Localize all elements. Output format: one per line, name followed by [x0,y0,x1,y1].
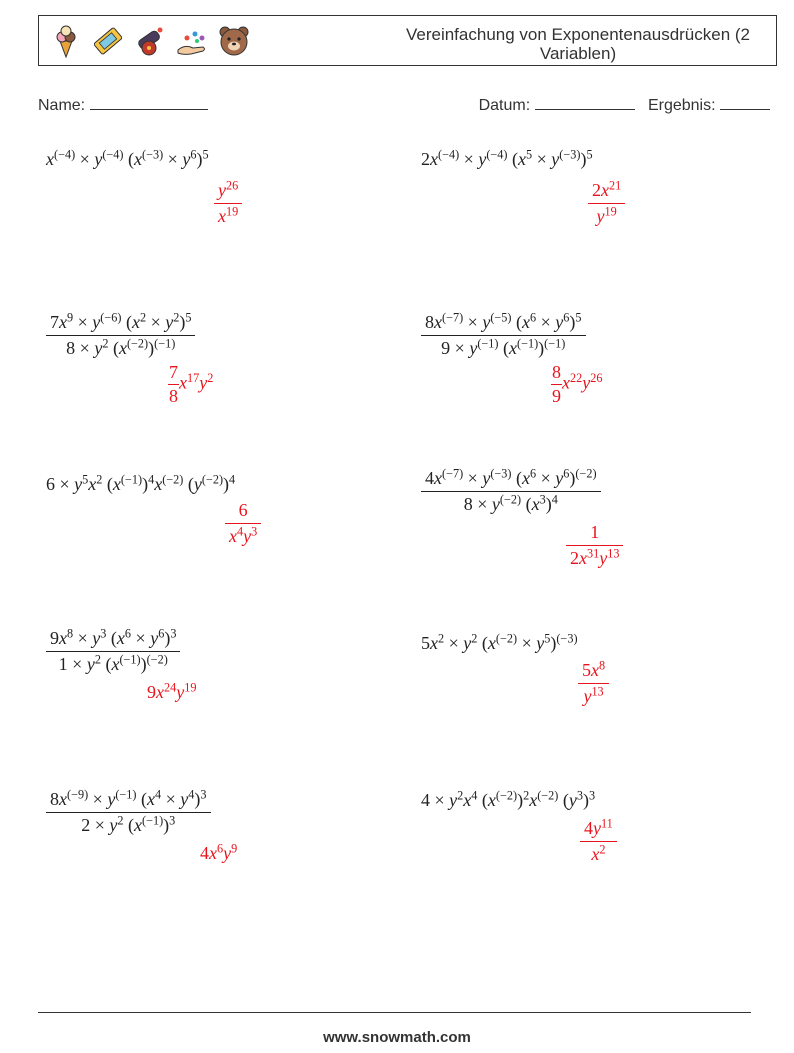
problem-10-question: $4 \times y^2x^4$ $(x^{(-2)})^2x^{(-2)}$ $(y^3)^3$ [421,788,596,810]
name-field[interactable] [38,95,208,115]
problem-3-question: $\frac{7x^9 \times y^{(-6)} (x^2 \times y^2)^5}{8 \times y^2 (x^{(-2)})^{(-1)}}$ [46,312,195,359]
problem-9-answer: $4x^6y^9$ [200,841,238,863]
name-blank[interactable] [90,95,208,110]
problem-5-answer: $\frac{6}{x^4y^3}$ [225,500,261,547]
student-fields [38,95,770,117]
problem-4-question: $\frac{8x^{(-7)} \times y^{(-5)} (x^6 \times y^6)^5}{9 \times y^{(-1)} (x^{(-1)})^{(-1)}}$ [421,312,586,359]
ticket-icon [91,24,125,58]
problem-3-answer: $\frac{7}{8}$ $x^{17}y^2$ [169,362,214,406]
score-blank[interactable] [720,95,770,110]
problem-2-answer: $\frac{2x^{21}}{y^{19}}$ [588,180,625,227]
bear-icon [217,24,251,58]
problem-1-question: $x^{(-4)} \times y^{(-4)}$ $(x^{(-3)} \times y^6)^5$ [46,147,209,169]
problem-10-answer: $\frac{4y^{11}}{x^2}$ [580,818,617,865]
date-score-fields [479,95,770,115]
footer-divider [38,1012,751,1013]
problem-2-question: $2x^{(-4)} \times y^{(-4)}$ $(x^5 \times y^{(-3)})^5$ [421,147,593,169]
worksheet-header [38,15,777,66]
problem-6-answer: $\frac{1}{2x^{31}y^{13}}$ [566,522,623,569]
problem-9-question: $\frac{8x^{(-9)} \times y^{(-1)} (x^4 \times y^4)^3}{2 \times y^2 (x^{(-1)})^3}$ [46,789,211,836]
problem-7-answer: $9x^{24}y^{19}$ [147,680,197,702]
problem-5-question: $6 \times y^5x^2$ $(x^{(-1)})^4x^{(-2)}$ $(y^{(-2)})^4$ [46,472,236,494]
date-blank[interactable] [535,95,635,110]
worksheet-title: Vereinfachung von Exponentenausdrücken (2 Variablen) [405,25,751,63]
score-label: Ergebnis: [647,97,716,114]
problem-7-question: $\frac{9x^8 \times y^3 (x^6 \times y^6)^3}{1 \times y^2 (x^{(-1)})^{(-2)}}$ [46,628,180,675]
date-label: Datum: [478,97,531,114]
cannon-icon [133,24,167,58]
problem-6-question: $\frac{4x^{(-7)} \times y^{(-3)} (x^6 \times y^6)^{(-2)}}{8 \times y^{(-2)} (x^3)^4}$ [421,468,601,515]
problem-8-question: $5x^2 \times y^2$ $(x^{(-2)} \times y^5)^{(-3)}$ [421,631,578,653]
ice-cream-icon [49,24,83,58]
problem-4-answer: $\frac{8}{9}$ $x^{22}y^{26}$ [552,362,603,406]
problem-8-answer: $\frac{5x^8}{y^{13}}$ [578,660,609,707]
problem-1-answer: $\frac{y^{26}}{x^{19}}$ [214,180,242,227]
name-label: Name: [38,97,86,114]
footer-website: www.snowmath.com [323,1029,471,1046]
header-icons [49,21,251,61]
magic-hand-icon [175,24,209,58]
